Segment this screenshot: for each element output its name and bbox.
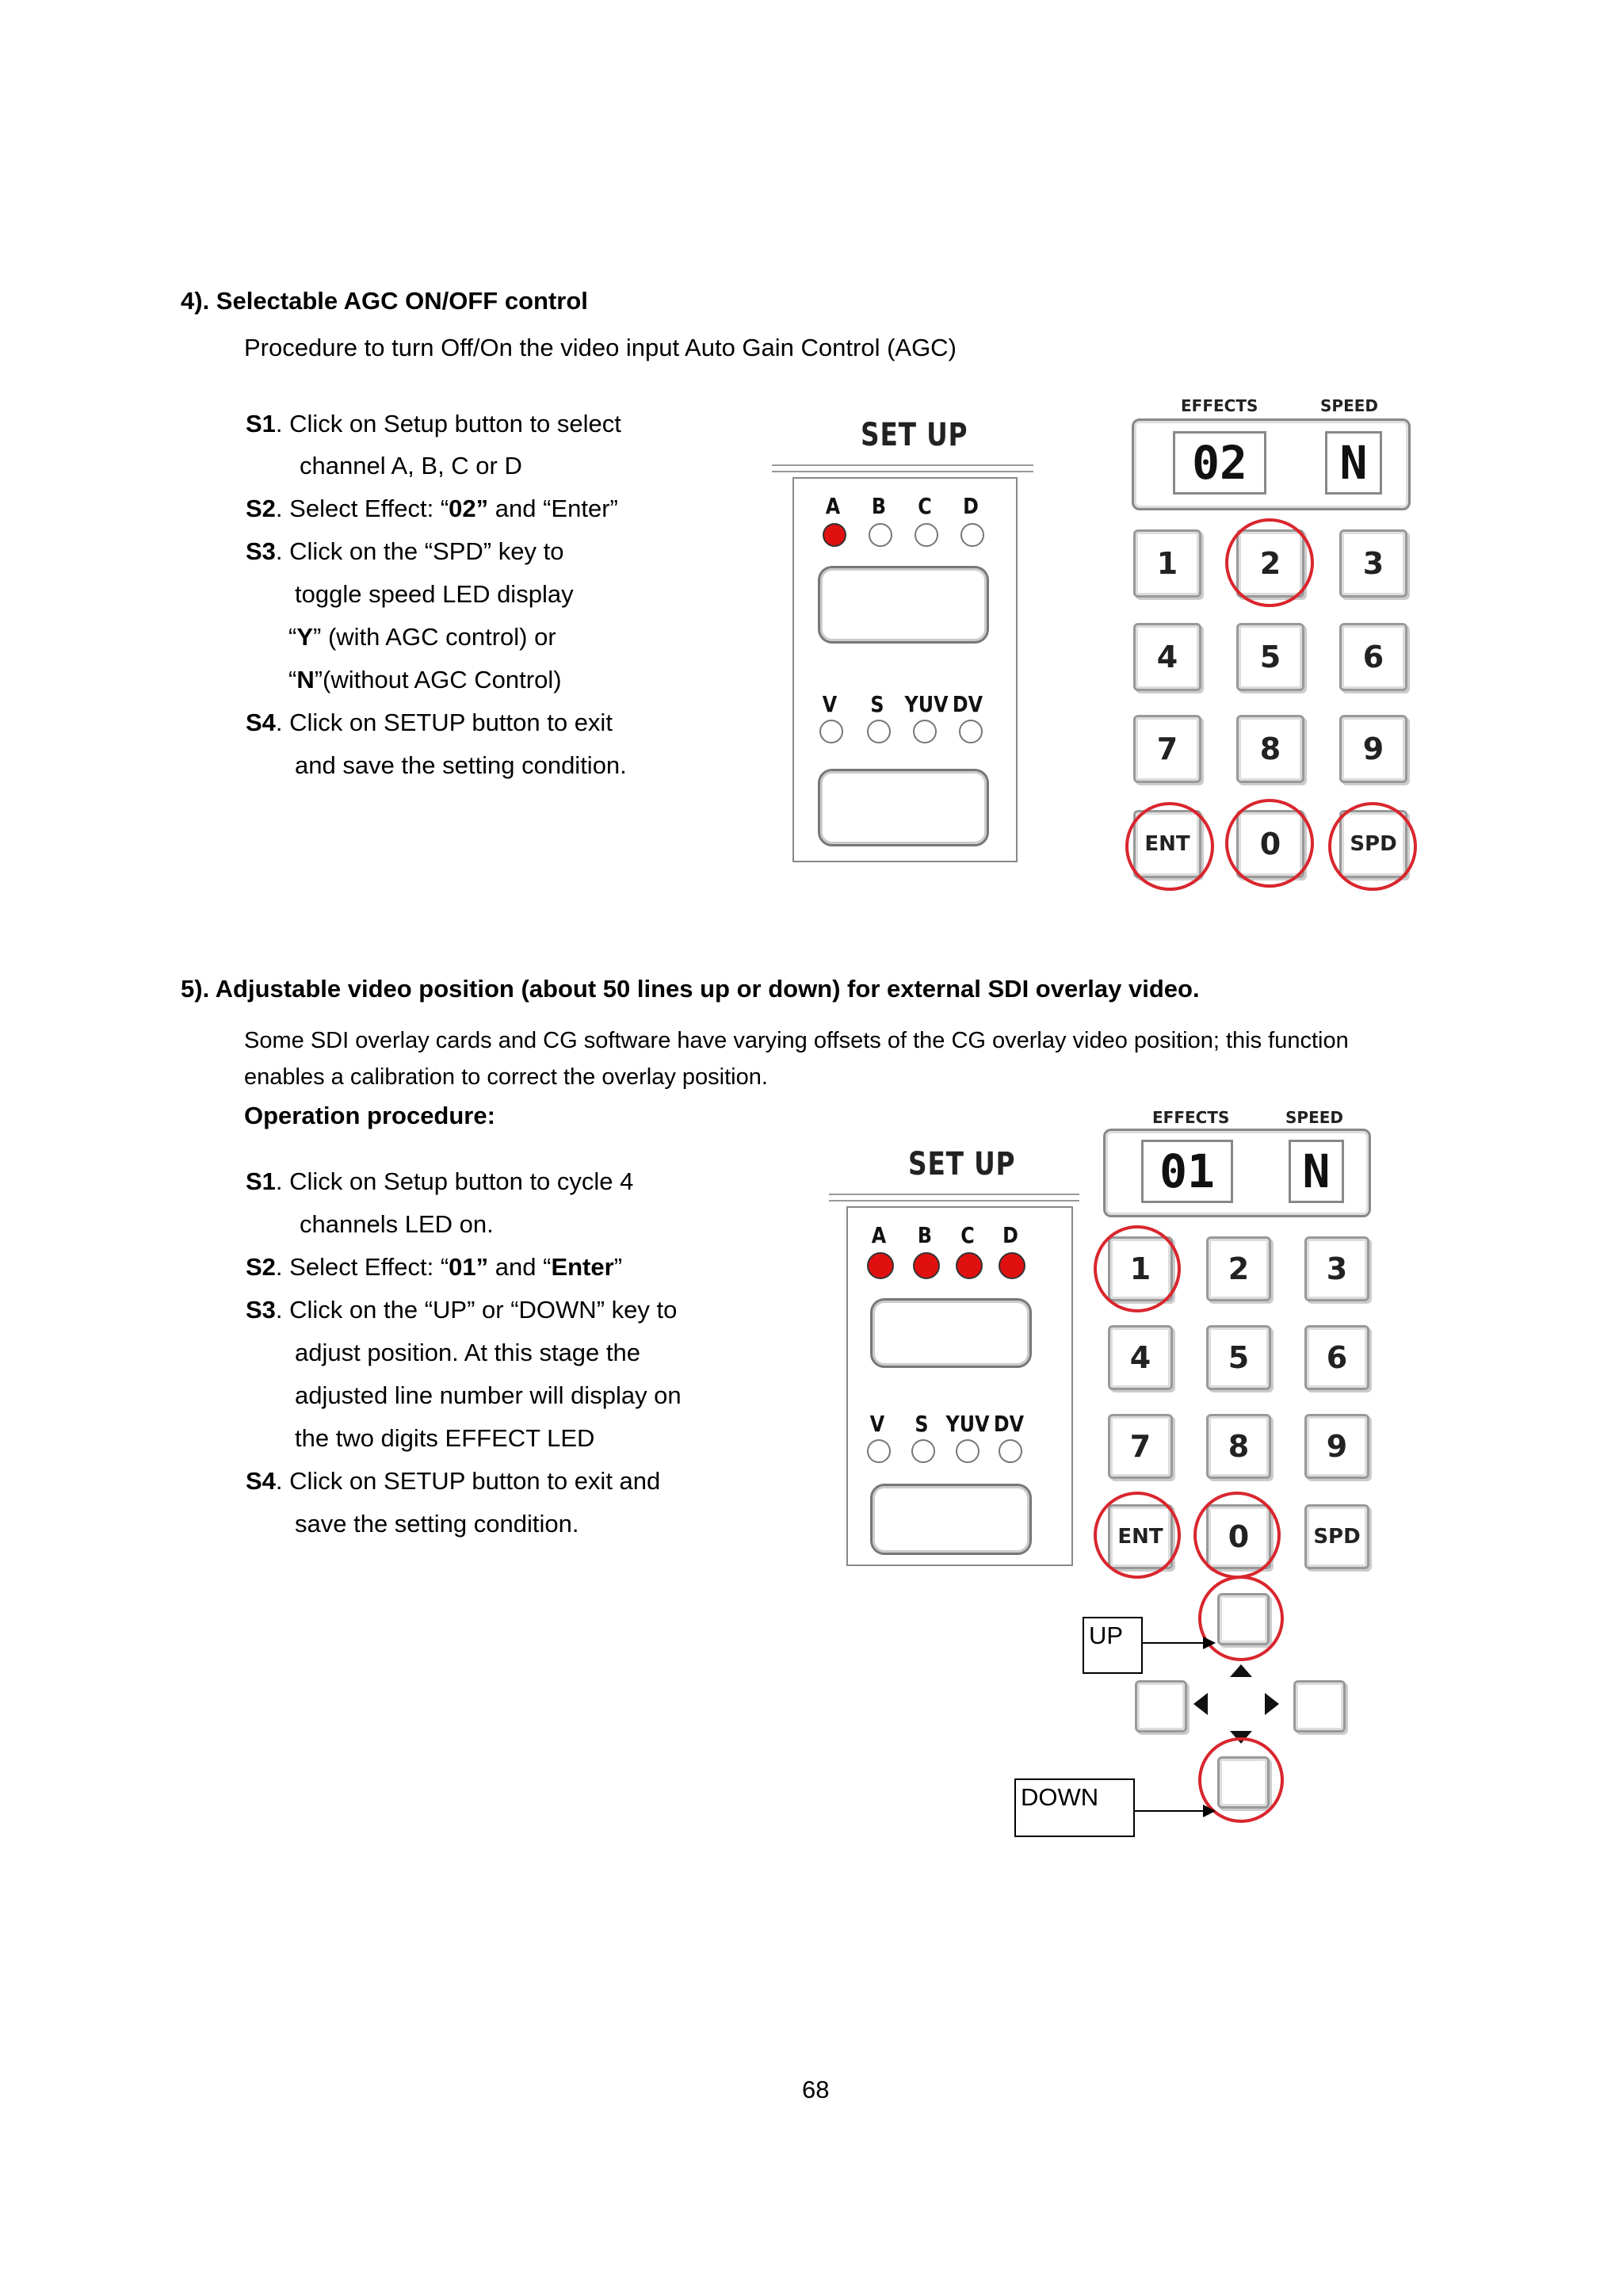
setup-panel bbox=[846, 1206, 1073, 1566]
step-bold: Enter bbox=[551, 1253, 614, 1281]
right-arrow-icon bbox=[1265, 1693, 1279, 1715]
section4-heading: 4). Selectable AGC ON/OFF control bbox=[181, 287, 588, 315]
led-v bbox=[819, 720, 843, 743]
led-label-dv: DV bbox=[993, 1411, 1025, 1437]
down-callout-arrowhead bbox=[1203, 1805, 1216, 1817]
led-dv bbox=[959, 720, 983, 743]
channel-window bbox=[870, 1298, 1032, 1368]
step-text: the two digits EFFECT LED bbox=[295, 1424, 595, 1452]
intro-line-2: enables a calibration to correct the overlay position. bbox=[244, 1064, 768, 1090]
highlight-ring-key-spd bbox=[1328, 802, 1417, 891]
step-text: ” bbox=[613, 1253, 623, 1281]
step-text: ”(without AGC Control) bbox=[314, 666, 562, 693]
step-text: “ bbox=[288, 666, 297, 693]
led-label-s: S bbox=[915, 1411, 929, 1437]
led-label-d: D bbox=[1002, 1222, 1018, 1248]
step-number: S4 bbox=[246, 1467, 276, 1495]
key-6[interactable]: 6 bbox=[1304, 1325, 1369, 1390]
key-0[interactable]: 0 bbox=[1206, 1504, 1271, 1569]
down-callout: DOWN bbox=[1014, 1778, 1135, 1837]
led-yuv bbox=[956, 1439, 980, 1463]
setup-panel-illustration bbox=[769, 412, 1038, 864]
led-a-on bbox=[823, 523, 846, 547]
key-4[interactable]: 4 bbox=[1108, 1325, 1173, 1390]
setup-title: SET UP bbox=[861, 417, 968, 453]
section5-steps bbox=[246, 1160, 682, 1545]
highlight-ring-key-2 bbox=[1225, 518, 1314, 607]
key-6[interactable]: 6 bbox=[1339, 623, 1407, 691]
key-ent[interactable]: ENT bbox=[1108, 1504, 1173, 1569]
section4-steps bbox=[246, 403, 627, 787]
step-text: and save the setting condition. bbox=[295, 751, 627, 779]
section5-heading: 5). Adjustable video position (about 50 lines up or down) for external SDI overlay video. bbox=[181, 975, 1200, 1003]
step-text: adjust position. At this stage the bbox=[295, 1339, 640, 1366]
step-bold: Y bbox=[296, 623, 314, 651]
highlight-ring-key-1 bbox=[1094, 1225, 1181, 1312]
keypad-illustration bbox=[1109, 385, 1442, 900]
led-a-on bbox=[867, 1252, 894, 1279]
effects-value: 01 bbox=[1141, 1140, 1233, 1203]
section5-intro bbox=[244, 1022, 1480, 1095]
highlight-ring-key-0 bbox=[1225, 799, 1314, 888]
setup-panel bbox=[792, 477, 1018, 862]
key-spd[interactable]: SPD bbox=[1304, 1504, 1369, 1569]
step-text: and “ bbox=[488, 1253, 552, 1281]
led-b bbox=[869, 523, 892, 547]
step-number: S3 bbox=[246, 1296, 276, 1324]
up-callout: UP bbox=[1083, 1617, 1143, 1674]
led-label-v: V bbox=[869, 1411, 885, 1437]
key-3[interactable]: 3 bbox=[1304, 1236, 1369, 1301]
highlight-ring-key-0 bbox=[1193, 1492, 1281, 1579]
key-1[interactable]: 1 bbox=[1133, 529, 1201, 598]
step-number: S1 bbox=[246, 1167, 276, 1195]
effects-label: EFFECTS bbox=[1181, 396, 1258, 415]
speed-value: N bbox=[1289, 1140, 1344, 1203]
led-dv bbox=[999, 1439, 1022, 1463]
format-window bbox=[870, 1484, 1032, 1555]
led-c bbox=[915, 523, 938, 547]
led-label-a: A bbox=[825, 493, 841, 519]
key-7[interactable]: 7 bbox=[1133, 715, 1201, 783]
led-label-c: C bbox=[918, 493, 932, 519]
led-label-d: D bbox=[963, 493, 979, 519]
speed-label: SPEED bbox=[1320, 396, 1378, 415]
led-label-dv: DV bbox=[952, 691, 983, 717]
step-bold: N bbox=[296, 666, 315, 693]
key-5[interactable]: 5 bbox=[1236, 623, 1304, 691]
step-text: adjusted line number will display on bbox=[295, 1381, 682, 1409]
step-bold: 02” bbox=[449, 495, 489, 522]
key-ent[interactable]: ENT bbox=[1133, 810, 1201, 878]
led-s bbox=[911, 1439, 935, 1463]
effects-value: 02 bbox=[1173, 431, 1266, 495]
led-d-on bbox=[999, 1252, 1025, 1279]
speed-label: SPEED bbox=[1285, 1108, 1343, 1127]
step-text: “ bbox=[288, 623, 297, 651]
led-yuv bbox=[913, 720, 937, 743]
up-arrow-icon bbox=[1230, 1664, 1252, 1677]
led-label-a: A bbox=[871, 1222, 887, 1248]
section4-intro: Procedure to turn Off/On the video input Auto Gain Control (AGC) bbox=[244, 334, 957, 361]
step-text: . Click on SETUP button to exit bbox=[275, 709, 613, 736]
step-number: S3 bbox=[246, 537, 276, 565]
left-arrow-icon bbox=[1193, 1693, 1208, 1715]
key-0[interactable]: 0 bbox=[1236, 810, 1304, 878]
led-label-b: B bbox=[871, 493, 887, 519]
left-key[interactable] bbox=[1135, 1680, 1187, 1733]
key-2[interactable]: 2 bbox=[1236, 529, 1304, 598]
key-8[interactable]: 8 bbox=[1206, 1414, 1271, 1479]
intro-line-1: Some SDI overlay cards and CG software have varying offsets of the CG overlay video position; this function bbox=[244, 1028, 1349, 1053]
step-text: . Select Effect: “ bbox=[275, 495, 449, 522]
led-label-b: B bbox=[917, 1222, 933, 1248]
format-window bbox=[818, 769, 989, 846]
channel-window bbox=[818, 566, 989, 644]
step-text: . Click on the “UP” or “DOWN” key to bbox=[275, 1296, 678, 1324]
step-text: channel A, B, C or D bbox=[300, 452, 522, 479]
up-callout-arrow bbox=[1143, 1642, 1203, 1644]
led-label-s: S bbox=[870, 691, 884, 717]
section5-subheading: Operation procedure: bbox=[244, 1102, 495, 1129]
highlight-ring-key-ent bbox=[1094, 1492, 1181, 1579]
down-callout-arrow bbox=[1135, 1810, 1203, 1812]
setup-title: SET UP bbox=[908, 1146, 1016, 1182]
keypad-illustration bbox=[1086, 1097, 1387, 1842]
key-7[interactable]: 7 bbox=[1108, 1414, 1173, 1479]
highlight-ring-key-ent bbox=[1125, 802, 1214, 891]
step-text: save the setting condition. bbox=[295, 1510, 579, 1538]
step-text: . Click on Setup button to cycle 4 bbox=[275, 1167, 634, 1195]
key-3[interactable]: 3 bbox=[1339, 529, 1407, 598]
led-label-v: V bbox=[822, 691, 838, 717]
key-2[interactable]: 2 bbox=[1206, 1236, 1271, 1301]
led-label-yuv: YUV bbox=[904, 691, 949, 717]
led-d bbox=[960, 523, 984, 547]
key-1[interactable]: 1 bbox=[1108, 1236, 1173, 1301]
key-9[interactable]: 9 bbox=[1304, 1414, 1369, 1479]
led-label-yuv: YUV bbox=[945, 1411, 990, 1437]
divider bbox=[829, 1194, 1079, 1201]
key-8[interactable]: 8 bbox=[1236, 715, 1304, 783]
step-text: . Click on SETUP button to exit and bbox=[275, 1467, 661, 1495]
step-bold: 01” bbox=[449, 1253, 489, 1281]
step-text: . Click on the “SPD” key to bbox=[275, 537, 564, 565]
step-text: channels LED on. bbox=[300, 1210, 494, 1238]
step-number: S1 bbox=[246, 410, 276, 437]
step-number: S2 bbox=[246, 495, 276, 522]
key-spd[interactable]: SPD bbox=[1339, 810, 1407, 878]
step-text: ” (with AGC control) or bbox=[313, 623, 556, 651]
key-9[interactable]: 9 bbox=[1339, 715, 1407, 783]
led-v bbox=[867, 1439, 891, 1463]
led-c-on bbox=[956, 1252, 983, 1279]
page-number: 68 bbox=[802, 2076, 830, 2103]
led-label-c: C bbox=[960, 1222, 975, 1248]
key-5[interactable]: 5 bbox=[1206, 1325, 1271, 1390]
led-s bbox=[867, 720, 891, 743]
step-number: S4 bbox=[246, 709, 276, 736]
right-key[interactable] bbox=[1293, 1680, 1346, 1733]
step-number: S2 bbox=[246, 1253, 276, 1281]
effects-label: EFFECTS bbox=[1152, 1108, 1230, 1127]
up-callout-arrowhead bbox=[1203, 1637, 1216, 1649]
step-text: and “Enter” bbox=[488, 495, 618, 522]
setup-panel-illustration bbox=[829, 1141, 1090, 1569]
divider bbox=[772, 464, 1033, 472]
speed-value: N bbox=[1325, 431, 1382, 495]
step-text: toggle speed LED display bbox=[295, 580, 574, 608]
step-text: . Select Effect: “ bbox=[275, 1253, 449, 1281]
led-b-on bbox=[913, 1252, 940, 1279]
key-4[interactable]: 4 bbox=[1133, 623, 1201, 691]
step-text: . Click on Setup button to select bbox=[275, 410, 621, 437]
